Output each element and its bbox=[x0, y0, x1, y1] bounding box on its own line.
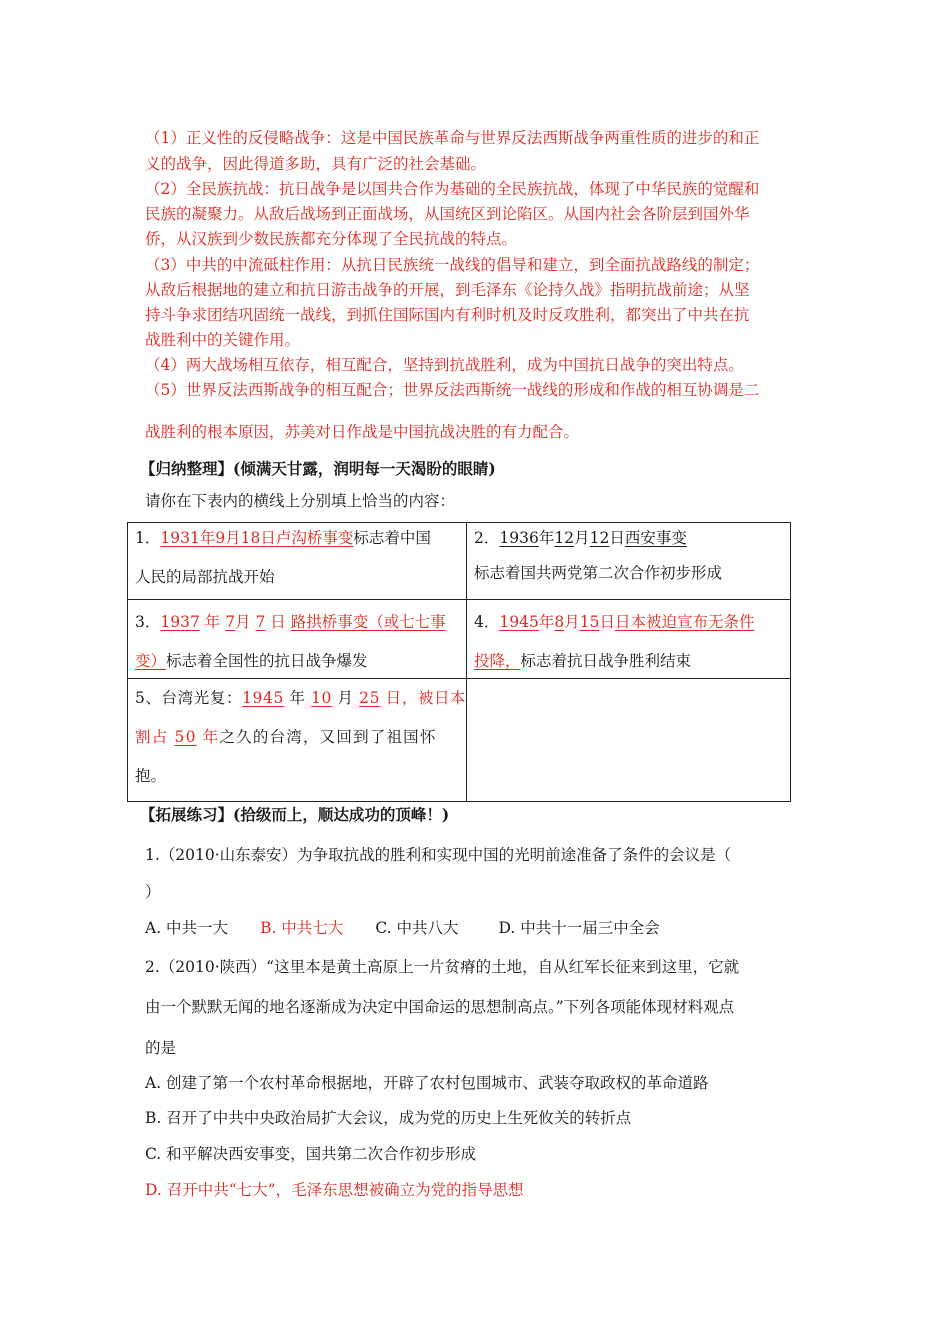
cell-3-day: 7 bbox=[255, 613, 266, 631]
cell-2-year: 1936 bbox=[499, 529, 539, 547]
practice-heading-label: 【拓展练习】 bbox=[140, 805, 234, 824]
cell-5-line-2: 之久的台湾，又回到了祖国怀 bbox=[219, 728, 437, 746]
cell-3-month-unit: 月 bbox=[235, 613, 256, 631]
point-3-line-2: 从敌后根据地的建立和抗日游击战争的开展，到毛泽东《论持久战》指明抗战前途；从坚 bbox=[145, 281, 750, 299]
cell-2-month: 12 bbox=[554, 529, 575, 547]
point-4-line-1: （4）两大战场相互依存，相互配合，坚持到抗战胜利，成为中国抗日战争的突出特点。 bbox=[145, 356, 744, 374]
table-cell-1 bbox=[128, 523, 467, 600]
point-2-line-1: （2）全民族抗战：抗日战争是以国共合作为基础的全民族抗战，体现了中华民族的觉醒和 bbox=[145, 180, 760, 198]
cell-4-event-end: 投降， bbox=[474, 652, 521, 670]
cell-5-month-unit: 月 bbox=[332, 689, 360, 707]
cell-1-answer: 1931年9月18日卢沟桥事变 bbox=[160, 529, 354, 547]
cell-4-year-unit: 年 bbox=[538, 613, 555, 631]
cell-5-prefix: 5、台湾光复： bbox=[135, 689, 243, 707]
table-cell-4 bbox=[467, 600, 791, 679]
cell-5-day: 25 bbox=[359, 689, 381, 707]
cell-3-event: 路拱桥事变（或七七事 bbox=[290, 613, 446, 631]
summary-heading-label: 【归纳整理】 bbox=[140, 459, 234, 478]
summary-instruction: 请你在下表内的横线上分别填上恰当的内容： bbox=[145, 492, 456, 510]
q2-option-b: B. 召开了中共中央政治局扩大会议，成为党的历史上生死攸关的转折点 bbox=[145, 1109, 632, 1127]
cell-3-number: 3． bbox=[135, 613, 161, 631]
cell-5-year-unit: 年 bbox=[283, 689, 312, 707]
cell-1-line-2: 人民的局部抗战开始 bbox=[135, 568, 275, 586]
cell-4-tail: 标志着抗日战争胜利结束 bbox=[520, 652, 692, 670]
practice-heading bbox=[140, 805, 449, 825]
cell-2-day: 12 bbox=[589, 529, 610, 547]
cell-4-event: 日本被迫宣布无条件 bbox=[614, 613, 755, 631]
point-1-line-2: 义的战争，因此得道多助，具有广泛的社会基础。 bbox=[145, 155, 487, 173]
q2-option-d: D. 召开中共“七大”，毛泽东思想被确立为党的指导思想 bbox=[145, 1181, 524, 1199]
table-cell-5 bbox=[128, 679, 467, 802]
q2-stem-line-3: 的是 bbox=[145, 1039, 177, 1057]
point-2-line-2: 民族的凝聚力。从敌后战场到正面战场，从国统区到论陷区。从国内社会各阶层到国外华 bbox=[145, 205, 750, 223]
table-cell-2 bbox=[467, 523, 791, 600]
cell-4-year: 1945 bbox=[499, 613, 539, 631]
practice-heading-motto: (拾级而上，顺达成功的顶峰！) bbox=[233, 805, 450, 824]
cell-2-event: 西安事变 bbox=[624, 529, 687, 547]
q1-options bbox=[145, 918, 660, 938]
point-5-line-1: （5）世界反法西斯战争的相互配合；世界反法西斯统一战线的形成和作战的相互协调是二 bbox=[145, 381, 760, 399]
point-3-line-3: 持斗争求团结巩固统一战线，到抓住国际国内有利时机及时反攻胜利，都突出了中共在抗 bbox=[145, 306, 750, 324]
cell-5-line-3: 抱。 bbox=[135, 767, 167, 785]
cell-3-tail: 标志着全国性的抗日战争爆发 bbox=[166, 652, 368, 670]
cell-2-month-unit: 月 bbox=[574, 529, 590, 547]
table-row bbox=[128, 523, 791, 600]
point-2-line-3: 侨，从汉族到少数民族都充分体现了全民抗战的特点。 bbox=[145, 230, 518, 248]
q2-option-a: A. 创建了第一个农村革命根据地，开辟了农村包围城市、武装夺取政权的革命道路 bbox=[145, 1074, 709, 1092]
cell-4-month: 8 bbox=[554, 613, 565, 631]
cell-4-day: 15 bbox=[579, 613, 600, 631]
q1-option-d: D. 中共十一届三中全会 bbox=[498, 919, 660, 937]
table-cell-6-empty bbox=[467, 679, 791, 802]
cell-4-day-unit: 日 bbox=[599, 613, 615, 631]
table-cell-3 bbox=[128, 600, 467, 679]
table-row bbox=[128, 600, 791, 679]
cell-3-year: 1937 bbox=[160, 613, 200, 631]
summary-table bbox=[127, 522, 791, 802]
q1-stem-line-1: 1.（2010·山东泰安）为争取抗战的胜利和实现中国的光明前途准备了条件的会议是（ bbox=[145, 846, 732, 864]
cell-5-tail: 被日本 bbox=[417, 689, 467, 707]
cell-4-month-unit: 月 bbox=[564, 613, 580, 631]
cell-2-line-2: 标志着国共两党第二次合作初步形成 bbox=[474, 564, 723, 582]
q1-option-b: B. 中共七大 bbox=[260, 919, 344, 937]
summary-heading-motto: (倾满天甘露，润明每一天渴盼的眼睛) bbox=[233, 459, 496, 478]
cell-5-year: 1945 bbox=[242, 689, 284, 707]
cell-5-month: 10 bbox=[311, 689, 333, 707]
q2-stem-line-2: 由一个默默无闻的地名逐渐成为决定中国命运的思想制高点。”下列各项能体现材料观点 bbox=[145, 998, 735, 1016]
cell-3-day-unit: 日 bbox=[265, 613, 291, 631]
q2-option-c: C. 和平解决西安事变，国共第二次合作初步形成 bbox=[145, 1145, 477, 1163]
cell-5-years: 50 bbox=[174, 728, 197, 746]
cell-1-number: 1． bbox=[135, 529, 161, 547]
point-5-line-2: 战胜利的根本原因，苏美对日作战是中国抗战决胜的有力配合。 bbox=[145, 423, 580, 441]
q1-stem-line-2: ） bbox=[145, 883, 161, 901]
cell-3-year-unit: 年 bbox=[199, 613, 226, 631]
cell-3-month: 7 bbox=[225, 613, 236, 631]
point-3-line-4: 战胜利中的关键作用。 bbox=[145, 331, 301, 349]
cell-1-tail: 标志着中国 bbox=[353, 529, 431, 547]
cell-4-number: 4． bbox=[474, 613, 500, 631]
cell-5-occupied: 割占 bbox=[135, 728, 175, 746]
cell-3-event-end: 变） bbox=[135, 652, 167, 670]
cell-2-day-unit: 日 bbox=[609, 529, 625, 547]
cell-2-number: 2． bbox=[474, 529, 500, 547]
point-3-line-1: （3）中共的中流砥柱作用：从抗日民族统一战线的倡导和建立，到全面抗战路线的制定； bbox=[145, 256, 760, 274]
cell-2-year-unit: 年 bbox=[538, 529, 555, 547]
q2-stem-line-1: 2.（2010·陕西）“这里本是黄土高原上一片贫瘠的土地，自从红军长征来到这里，它就 bbox=[145, 958, 740, 976]
q1-option-c: C. 中共八大 bbox=[375, 919, 459, 937]
table-row bbox=[128, 679, 791, 802]
summary-heading bbox=[140, 459, 496, 479]
cell-5-years-unit: 年 bbox=[196, 728, 220, 746]
q1-option-a: A. 中共一大 bbox=[145, 919, 229, 937]
point-1-line-1: （1）正义性的反侵略战争：这是中国民族革命与世界反法西斯战争两重性质的进步的和正 bbox=[145, 129, 760, 147]
cell-5-day-unit: 日， bbox=[380, 689, 418, 707]
